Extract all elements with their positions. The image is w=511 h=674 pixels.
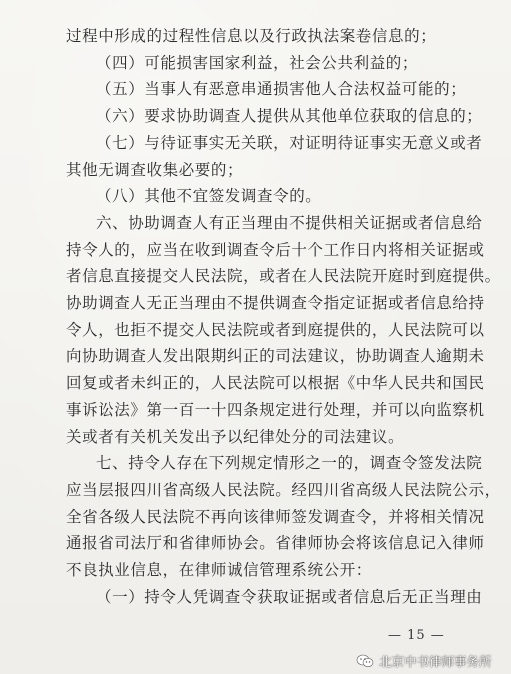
text-line: 全省各级人民法院不再向该律师签发调查令，并将相关情况 [66, 507, 485, 526]
text-line: 通报省司法厅和省律师协会。省律师协会将该信息记入律师 [66, 534, 485, 553]
text-line: 关或者有关机关发出予以纪律处分的司法建议。 [66, 427, 405, 446]
text-line: 六、协助调查人有正当理由不提供相关证据或者信息给 [96, 213, 483, 232]
text-line: （六）要求协助调查人提供从其他单位获取的信息的； [96, 107, 483, 126]
text-line: （七）与待证事实无关联，对证明待证事实无意义或者 [96, 133, 483, 152]
text-line: 事诉讼法》第一百一十四条规定进行处理，并可以向监察机 [66, 400, 485, 419]
text-line: （八）其他不宜签发调查令的。 [96, 187, 322, 206]
text-line: （五）当事人有恶意串通损害他人合法权益可能的； [96, 80, 467, 99]
text-line: 其他无调查收集必要的； [66, 160, 244, 179]
watermark [356, 652, 492, 670]
text-line: 不良执业信息，在律师诚信管理系统公开： [66, 561, 372, 579]
text-line: 过程中形成的过程性信息以及行政执法案卷信息的； [66, 27, 437, 45]
wechat-icon [356, 654, 374, 668]
page-number: — 15 — [388, 628, 445, 643]
watermark-text: 北京中书律师事务所 [379, 654, 492, 669]
text-line: （一）持令人凭调查令获取证据或者信息后无正当理由 [96, 587, 483, 606]
text-line: 七、持令人存在下列规定情形之一的，调查令签发法院 [96, 454, 483, 473]
text-line: 者信息直接提交人民法院，或者在人民法院开庭时到庭提供。 [66, 267, 501, 286]
text-line: （四）可能损害国家利益，社会公共利益的； [96, 53, 419, 72]
text-line: 向协助调查人发出限期纠正的司法建议，协助调查人逾期未 [66, 347, 485, 366]
text-line: 持令人的，应当在收到调查令后十个工作日内将相关证据或 [66, 240, 485, 259]
text-line: 回复或者未纠正的，人民法院可以根据《中华人民共和国民 [66, 374, 485, 393]
text-line: 协助调查人无正当理由不提供调查令指定证据或者信息给持 [66, 294, 485, 312]
text-line: 应当层报四川省高级人民法院。经四川省高级人民法院公示， [66, 480, 501, 499]
text-line: 令人，也拒不提交人民法院或者到庭提供的，人民法院可以 [66, 320, 485, 339]
